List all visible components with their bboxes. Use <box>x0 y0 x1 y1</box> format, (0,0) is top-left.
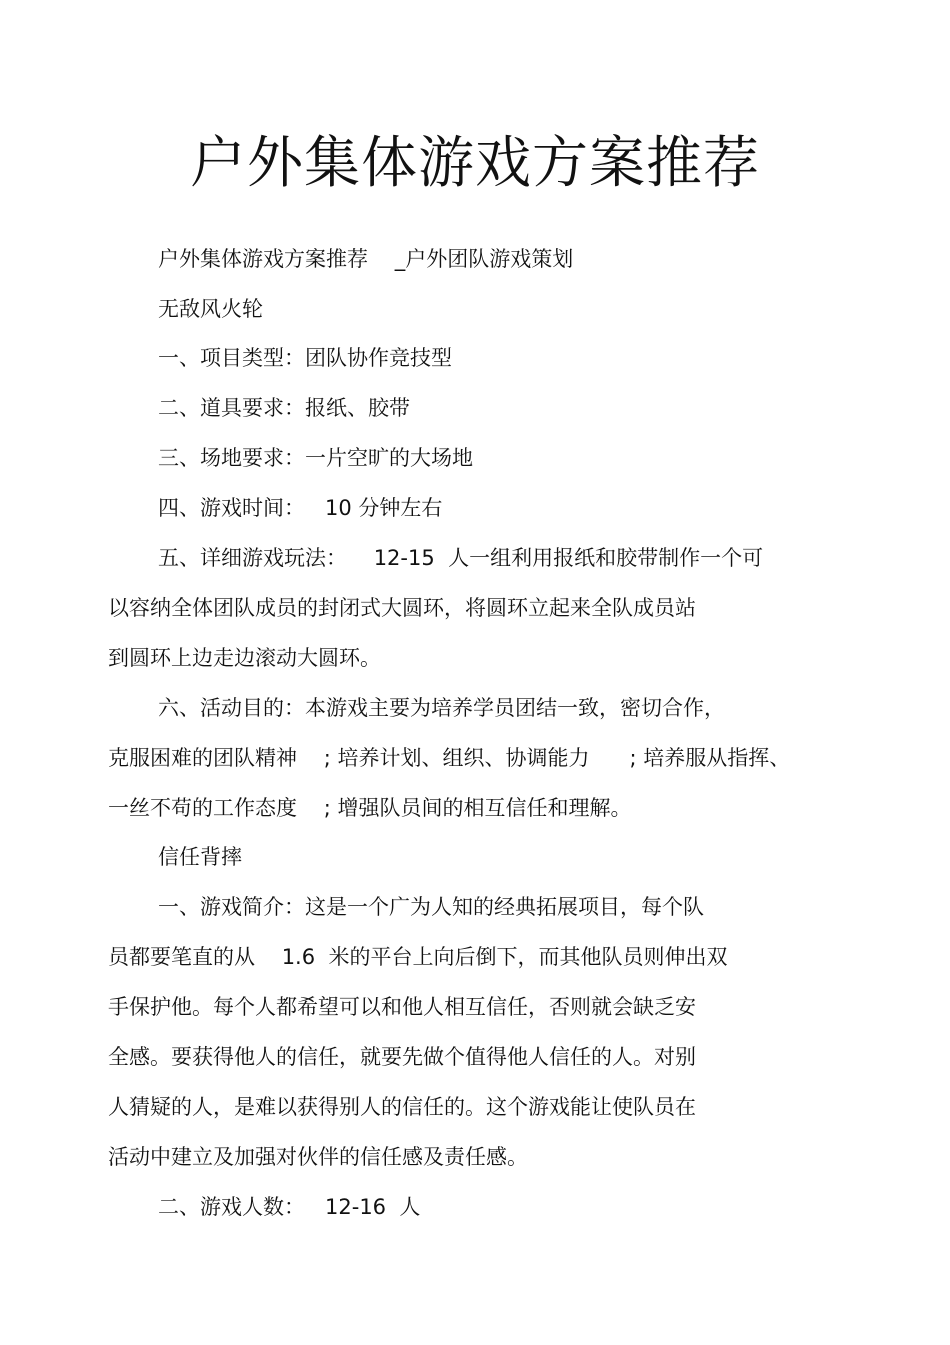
paragraph-gameplay-line: 到圆环上边走边滚动大圆环。 <box>108 646 381 670</box>
paragraph-purpose-line: 克服困难的团队精神 ; 培养计划、组织、协调能力 ; 培养服从指挥、 <box>108 746 791 770</box>
document-title: 户外集体游戏方案推荐 <box>190 131 760 196</box>
item-player-count: 二、游戏人数： 12-16 人 <box>158 1195 421 1219</box>
paragraph-gameplay-line: 以容纳全体团队成员的封闭式大圆环，将圆环立起来全队成员站 <box>108 596 696 620</box>
section-heading-trust-fall: 信任背摔 <box>158 845 242 869</box>
item-props: 二、道具要求：报纸、胶带 <box>158 396 410 420</box>
item-duration: 四、游戏时间： 10 分钟左右 <box>158 496 443 520</box>
paragraph-purpose-line: 六、活动目的：本游戏主要为培养学员团结一致，密切合作， <box>158 696 725 720</box>
subtitle-line: 户外集体游戏方案推荐 _户外团队游戏策划 <box>158 247 574 271</box>
paragraph-intro-line: 人猜疑的人，是难以获得别人的信任的。这个游戏能让使队员在 <box>108 1095 696 1119</box>
section-heading-fire-wheel: 无敌风火轮 <box>158 297 263 321</box>
paragraph-intro-line: 一、游戏简介：这是一个广为人知的经典拓展项目，每个队 <box>158 895 704 919</box>
item-venue: 三、场地要求：一片空旷的大场地 <box>158 446 473 470</box>
item-project-type: 一、项目类型：团队协作竞技型 <box>158 346 452 370</box>
paragraph-intro-line: 手保护他。每个人都希望可以和他人相互信任，否则就会缺乏安 <box>108 995 696 1019</box>
paragraph-intro-line: 活动中建立及加强对伙伴的信任感及责任感。 <box>108 1145 528 1169</box>
paragraph-gameplay-line: 五、详细游戏玩法： 12-15 人一组利用报纸和胶带制作一个可 <box>158 546 764 570</box>
paragraph-purpose-line: 一丝不苟的工作态度 ; 增强队员间的相互信任和理解。 <box>108 796 632 820</box>
paragraph-intro-line: 员都要笔直的从 1.6 米的平台上向后倒下，而其他队员则伸出双 <box>108 945 728 969</box>
paragraph-intro-line: 全感。要获得他人的信任，就要先做个值得他人信任的人。对别 <box>108 1045 696 1069</box>
